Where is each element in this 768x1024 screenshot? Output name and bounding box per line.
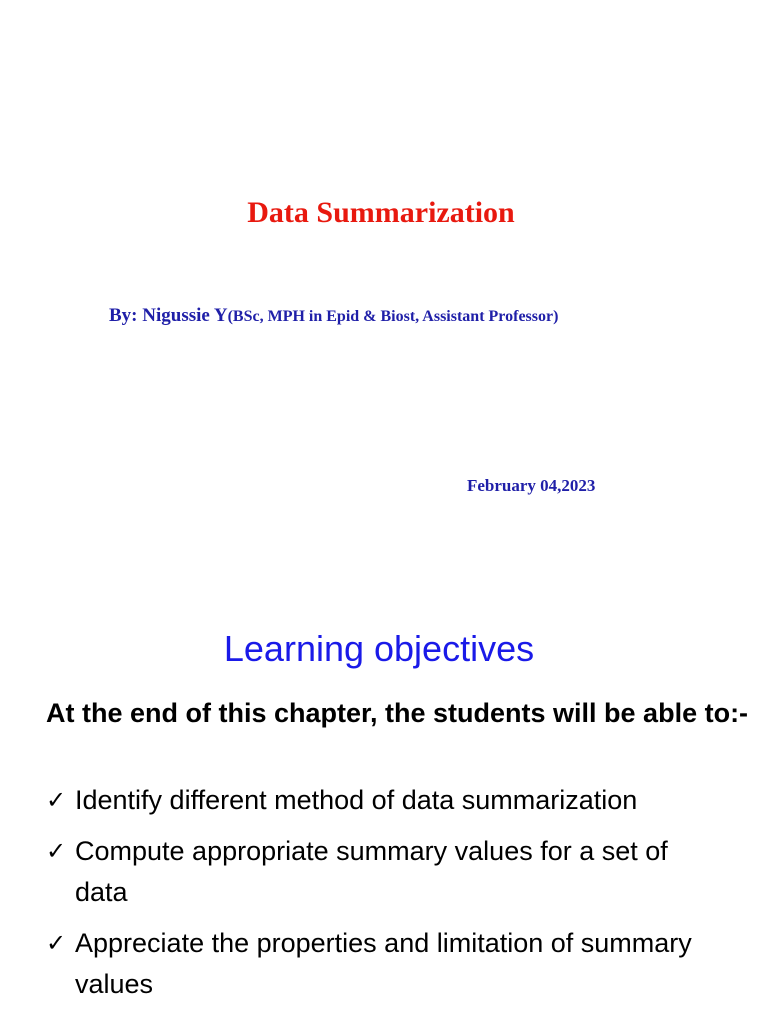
list-item xyxy=(46,780,726,821)
objective-text: Compute appropriate summary values for a set of data xyxy=(75,836,668,907)
objectives-title: Learning objectives xyxy=(223,628,535,669)
list-item xyxy=(46,831,726,913)
objective-text: Appreciate the properties and limitation of summary values xyxy=(75,928,692,999)
checkmark-icon: ✓ xyxy=(46,929,67,957)
author-credentials: (BSc, MPH in Epid & Biost, Assistant Professor) xyxy=(227,308,559,325)
slide-title: Data Summarization xyxy=(247,196,515,229)
list-item xyxy=(46,923,726,1005)
author-byline xyxy=(109,305,558,327)
presentation-date: February 04,2023 xyxy=(467,476,596,495)
checkmark-icon: ✓ xyxy=(46,837,67,865)
objectives-list xyxy=(46,780,726,1015)
checkmark-icon: ✓ xyxy=(46,786,67,814)
objective-text: Identify different method of data summarization xyxy=(75,785,638,815)
learning-objectives-slide xyxy=(0,576,768,1024)
author-name: By: Nigussie Y xyxy=(109,305,228,326)
objectives-intro: At the end of this chapter, the students will be able to:- xyxy=(46,698,749,728)
